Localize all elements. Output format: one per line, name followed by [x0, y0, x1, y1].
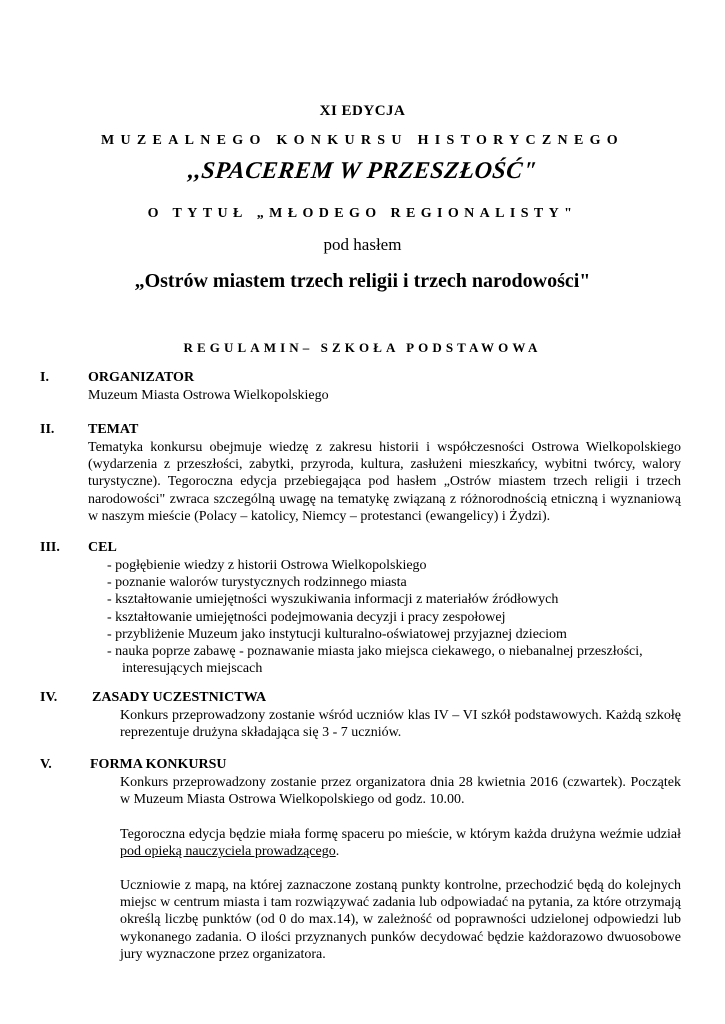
section-2-text: Tematyka konkursu obejmuje wiedzę z zakresu historii i współczesności Ostrowa Wielkopolskiego (wydarzenia z przeszłości, zabytki, przyroda, kultura, zasłużeni mieszkańcy, wybitni twórcy, walory turystyczne). Tegoroczna edycja przebiegająca pod hasłem „Ostrów miastem trzech religii i trzech narodowości" zwraca szczególną uwagę na tematykę związaną z różnorodnością etniczną i wyznaniową w naszym mieście (Polacy – katolicy, Niemcy – protestanci (ewangelicy) i Żydzi).	[88, 440, 681, 524]
list-item	[107, 643, 687, 677]
list-item-continuation: interesujących miejscach	[122, 661, 263, 677]
section-1-heading: ORGANIZATOR	[88, 370, 195, 385]
section-2-heading: TEMAT	[88, 422, 139, 437]
paragraph-2-end: .	[335, 844, 340, 860]
list-item: - poznanie walorów turystycznych rodzinnego miasta	[107, 575, 407, 591]
list-item: - przybliżenie Muzeum jako instytucji kulturalno-oświatowej przyjaznej dzieciom	[107, 626, 567, 642]
section-5-number: V.	[40, 757, 52, 772]
section-5-paragraph-1: Konkurs przeprowadzony zostanie przez organizatora dnia 28 kwietnia 2016 (czwartek). Początek w Muzeum Miasta Ostrowa Wielkopolskiego od godz. 10.00.	[120, 775, 681, 808]
section-5-heading: FORMA KONKURSU	[90, 757, 227, 772]
section-1-number: I.	[40, 370, 49, 385]
section-3-heading: CEL	[88, 540, 117, 555]
list-item: - kształtowanie umiejętności wyszukiwania informacji z materiałów źródłowych	[107, 592, 559, 608]
section-1-text: Muzeum Miasta Ostrowa Wielkopolskiego	[88, 388, 329, 403]
edition-heading: XI EDYCJA	[319, 103, 406, 119]
section-4-text: Konkurs przeprowadzony zostanie wśród uczniów klas IV – VI szkół podstawowych. Każdą szkołę reprezentuje drużyna składająca się 3 - 7 uczniów.	[120, 708, 681, 741]
section-3-number: III.	[40, 540, 60, 555]
list-item: - pogłębienie wiedzy z historii Ostrowa Wielkopolskiego	[107, 558, 427, 573]
section-2-number: II.	[40, 422, 55, 437]
contest-heading: MUZEALNEGO KONKURSU HISTORYCZNEGO	[101, 133, 624, 148]
list-item: - kształtowanie umiejętności podejmowania decyzji i pracy zespołowej	[107, 609, 506, 625]
list-item-text: - nauka poprze zabawę - poznawanie miasta jako miejsca ciekawego, o niebanalnej przeszłości,	[107, 644, 643, 660]
paragraph-2-underlined: pod opieką nauczyciela prowadzącego	[120, 844, 336, 860]
section-4-heading: ZASADY UCZESTNICTWA	[92, 690, 267, 705]
contest-subtitle: O TYTUŁ „MŁODEGO REGIONALISTY"	[147, 206, 578, 221]
regulamin-heading: REGULAMIN– SZKOŁA PODSTAWOWA	[183, 340, 542, 355]
section-5-paragraph-3: Uczniowie z mapą, na której zaznaczone zostaną punkty kontrolne, przechodzić będą do kolejnych miejsc w centrum miasta i tam rozwiązywać zadania lub odpowiadać na pytania, za które otrzymają określą liczbę punktów (od 0 do max.14), w zależność od poprawności udzielonej odpowiedzi lub wykonanego zadania. O ilości przyznanych punków decydować będzie każdorazowo dwuosobowe jury wyznaczone przez organizatora.	[120, 878, 681, 962]
paragraph-2-text: Tegoroczna edycja będzie miała formę spaceru po mieście, w którym każda drużyna weźmie udział	[120, 827, 681, 842]
motto-label: pod hasłem	[323, 235, 402, 254]
motto: „Ostrów miastem trzech religii i trzech narodowości"	[134, 270, 591, 292]
contest-title: ,,SPACEREM W PRZESZŁOŚĆ"	[187, 158, 538, 184]
section-5-paragraph-2	[120, 826, 681, 860]
goals-list	[107, 557, 687, 677]
section-4-number: IV.	[40, 690, 58, 705]
